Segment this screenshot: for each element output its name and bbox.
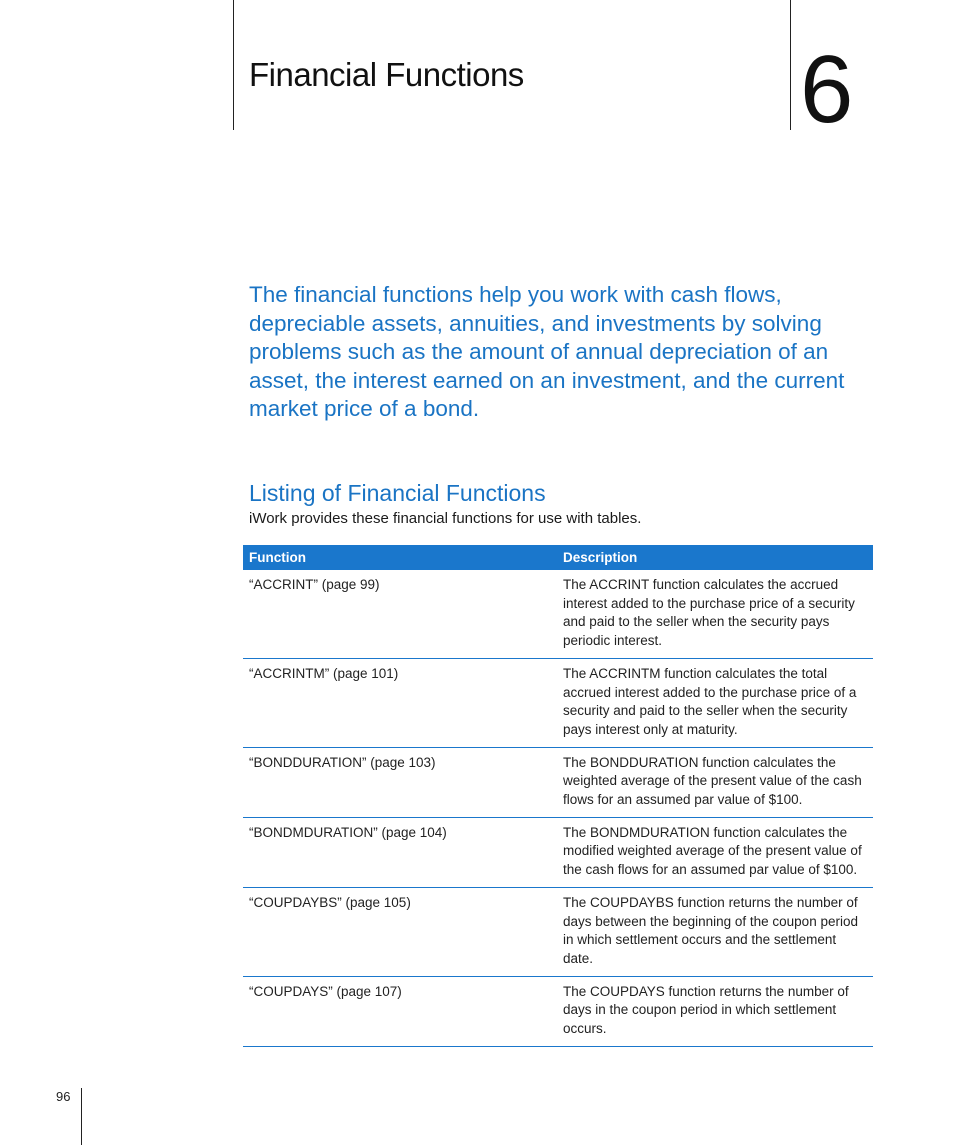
page-number: 96 [56, 1089, 71, 1104]
function-link[interactable]: “ACCRINTM” (page 101) [249, 665, 399, 681]
table-row [243, 570, 873, 659]
table-row [243, 748, 873, 818]
chapter-title: Financial Functions [249, 56, 524, 93]
function-link[interactable]: “BONDDURATION” (page 103) [249, 754, 436, 770]
header-description: Description [563, 550, 638, 565]
footer-rule [81, 1088, 82, 1145]
table-header [243, 545, 873, 570]
functions-table [243, 545, 873, 1047]
section-heading: Listing of Financial Functions [249, 480, 546, 506]
section-intro: iWork provides these financial functions for use with tables. [249, 510, 642, 527]
function-link[interactable]: “ACCRINT” (page 99) [249, 577, 380, 592]
function-link[interactable]: “BONDMDURATION” (page 104) [249, 824, 447, 840]
chapter-number: 6 [800, 36, 854, 143]
table-row [243, 659, 873, 748]
function-link[interactable]: “COUPDAYS” (page 107) [249, 983, 402, 999]
function-link[interactable]: “COUPDAYBS” (page 105) [249, 894, 411, 910]
table-row [243, 888, 873, 977]
table-row [243, 818, 873, 888]
function-description: The BONDMDURATION function calculates the modified weighted average of the present value of the cash flows for an assumed par value of $100. [563, 824, 862, 878]
function-description: The COUPDAYBS function returns the number of days between the beginning of the coupon period in which settlement occurs and the settlement date. [563, 894, 858, 966]
function-description: The ACCRINTM function calculates the total accrued interest added to the purchase price of a security and paid to the seller when the security pays interest only at maturity. [563, 665, 857, 737]
table-row [243, 977, 873, 1047]
chapter-intro: The financial functions help you work with cash flows, depreciable assets, annuities, and investments by solving problems such as the amount of annual depreciation of an asset, the interest earned on an investment, and the current market price of a bond. [249, 282, 845, 421]
header-right-rule [790, 0, 791, 130]
header-left-rule [233, 0, 234, 130]
function-description: The COUPDAYS function returns the number of days in the coupon period in which settlement occurs. [563, 983, 849, 1037]
function-description: The ACCRINT function calculates the accrued interest added to the purchase price of a security and paid to the seller when the security pays periodic interest. [563, 577, 855, 649]
function-description: The BONDDURATION function calculates the weighted average of the present value of the cash flows for an assumed par value of $100. [563, 754, 862, 808]
header-function: Function [249, 550, 306, 565]
